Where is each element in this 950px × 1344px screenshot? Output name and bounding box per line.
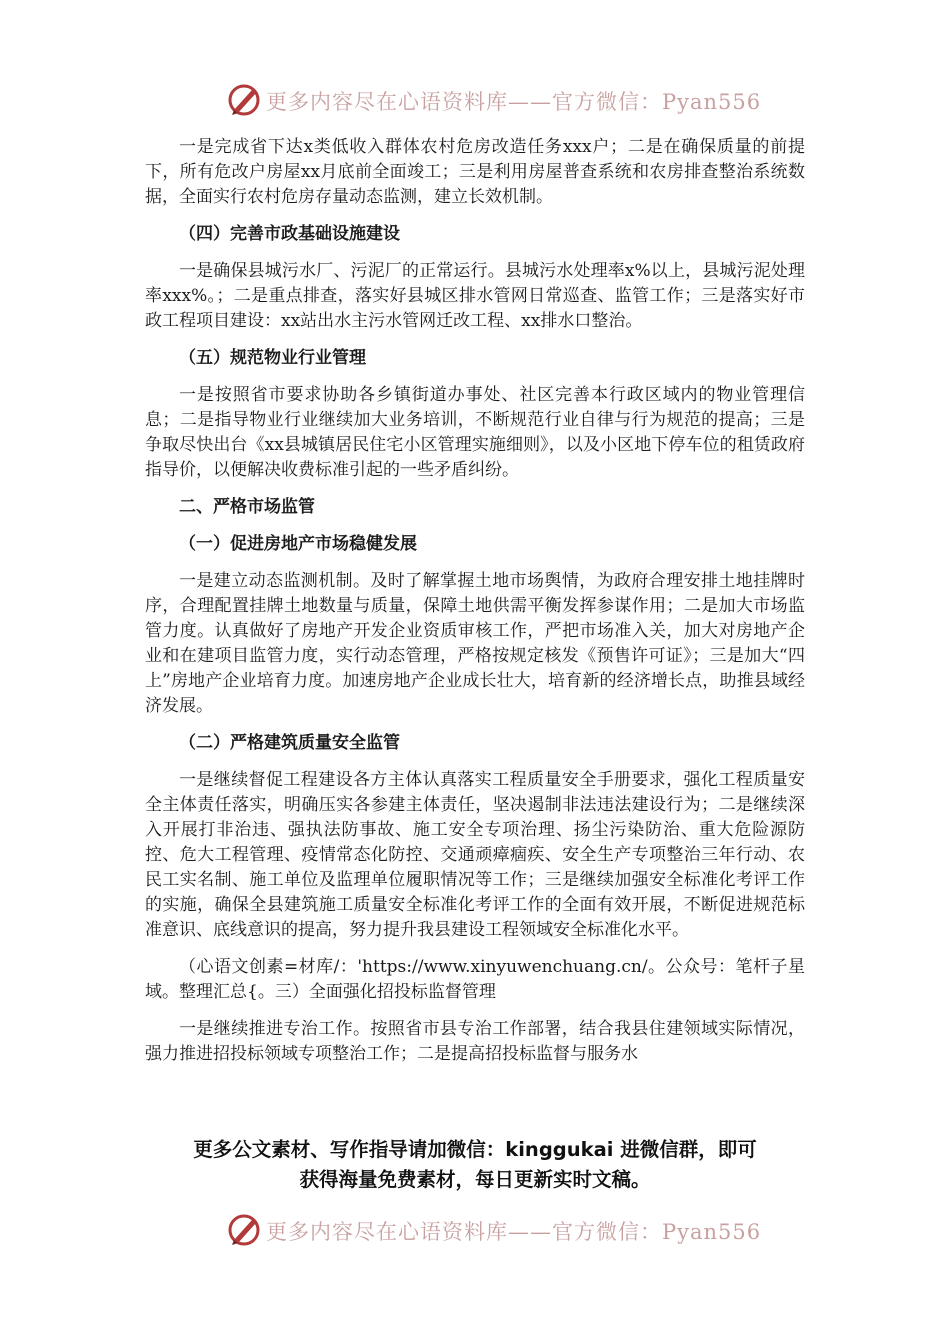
paragraph: 一是按照省市要求协助各乡镇街道办事处、社区完善本行政区域内的物业管理信息；二是指导物业行业继续加大业务培训，不断规范行业自律与行为规范的提高；三是争取尽快出台《xx县城镇居民住宅小区管理实施细则》，以及小区地下停车位的租赁政府指导价，以便解决收费标准引起的一些矛盾纠纷。 — [145, 385, 805, 480]
header-banner — [0, 80, 950, 124]
paragraph: 一是建立动态监测机制。及时了解掌握土地市场舆情，为政府合理安排土地挂牌时序，合理配置挂牌土地数量与质量，保障土地供需平衡发挥参谋作用；二是加大市场监管力度。认真做好了房地产开发企业资质审核工作，严把市场准入关，加大对房地产企业和在建项目监管力度，实行动态管理，严格按规定核发《预售许可证》；三是加大“四上”房地产企业培育力度。加速房地产企业成长壮大，培育新的经济增长点，助推县域经济发展。 — [145, 571, 805, 716]
paragraph: （心语文创素=材库/：'https://www.xinyuwenchuang.cn/。公众号：笔杆子星域。整理汇总{。三）全面强化招投标监督管理 — [145, 957, 805, 1002]
pen-logo-icon — [226, 1212, 262, 1248]
banner-text: 更多内容尽在心语资料库——官方微信：Pyan556 — [266, 1220, 762, 1244]
promo-line: 获得海量免费素材，每日更新实时文稿。 — [299, 1168, 651, 1191]
section-heading: （一）促进房地产市场稳健发展 — [179, 534, 417, 554]
footer-banner — [0, 1210, 950, 1254]
promo-text — [145, 1135, 805, 1195]
paragraph: 一是继续推进专治工作。按照省市县专治工作部署，结合我县住建领域实际情况，强力推进招投标领域专项整治工作；二是提高招投标监督与服务水 — [145, 1019, 805, 1064]
paragraph: 一是完成省下达x类低收入群体农村危房改造任务xxx户；二是在确保质量的前提下，所有危改户房屋xx月底前全面竣工；三是利用房屋普查系统和农房排查整治系统数据，全面实行农村危房存量动态监测，建立长效机制。 — [145, 137, 805, 207]
pen-logo-icon — [226, 82, 262, 118]
section-heading: （五）规范物业行业管理 — [179, 348, 366, 368]
promo-line: 更多公文素材、写作指导请加微信：kinggukai 进微信群，即可 — [193, 1138, 757, 1161]
section-heading: （二）严格建筑质量安全监管 — [179, 733, 400, 753]
banner-text: 更多内容尽在心语资料库——官方微信：Pyan556 — [266, 90, 762, 114]
section-heading: （四）完善市政基础设施建设 — [179, 224, 400, 244]
document-body — [145, 135, 805, 1079]
section-heading: 二、严格市场监管 — [179, 497, 315, 517]
paragraph: 一是继续督促工程建设各方主体认真落实工程质量安全手册要求，强化工程质量安全主体责任落实，明确压实各参建主体责任，坚决遏制非法违法建设行为；二是继续深入开展打非治违、强执法防事故、施工安全专项治理、扬尘污染防治、重大危险源防控、危大工程管理、疫情常态化防控、交通顽瘴痼疾、安全生产专项整治三年行动、农民工实名制、施工单位及监理单位履职情况等工作；三是继续加强安全标准化考评工作的实施，确保全县建筑施工质量安全标准化考评工作的全面有效开展，不断促进规范标准意识、底线意识的提高，努力提升我县建设工程领域安全标准化水平。 — [145, 770, 805, 940]
paragraph: 一是确保县城污水厂、污泥厂的正常运行。县城污水处理率x%以上，县城污泥处理率xxx%。；二是重点排查，落实好县城区排水管网日常巡查、监管工作；三是落实好市政工程项目建设：xx站出水主污水管网迁改工程、xx排水口整治。 — [145, 261, 805, 331]
